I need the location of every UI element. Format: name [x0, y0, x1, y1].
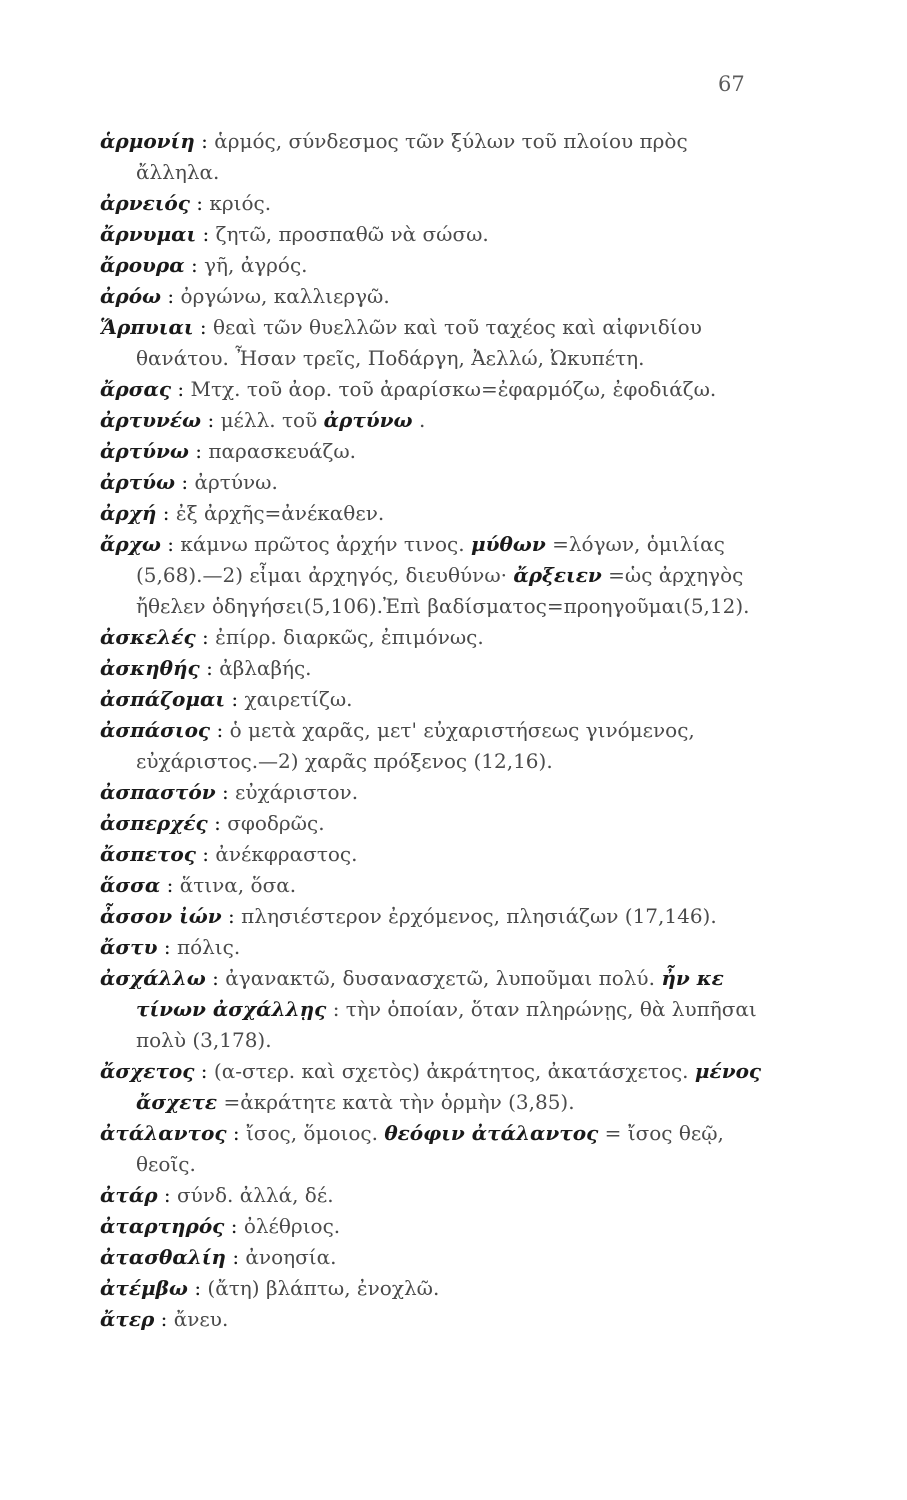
entry-headword: ἄστυ: [100, 935, 158, 959]
entry-definition: ἀγανακτῶ, δυσανασχετῶ, λυποῦμαι πολύ.: [225, 966, 655, 990]
dictionary-entry: ἄσπετος : ἀνέκφραστος.: [100, 842, 358, 866]
entry-gloss: =ἀκράτητε κατὰ τὴν ὁρμὴν (3,85).: [223, 1090, 575, 1114]
entry-headword: ἀσκελές: [100, 625, 196, 649]
entry-definition: ἀβλαβής.: [219, 656, 312, 680]
entry-example-phrase: ἦν κε τίνων ἀσχάλλῃς: [136, 966, 724, 1021]
entry-gloss: .: [418, 408, 426, 432]
dictionary-entry: ἀρτύνω : παρασκευάζω.: [100, 439, 357, 463]
entry-definition: ἀνέκφραστος.: [215, 842, 358, 866]
entry-headword: ἀτέμβω: [100, 1276, 188, 1300]
dictionary-entry: ἀσπερχές : σφοδρῶς.: [100, 811, 325, 835]
dictionary-entry: Ἅρπυιαι : θεαὶ τῶν θυελλῶν καὶ τοῦ ταχέος καὶ αἰφνιδίου θανάτου. Ἦσαν τρεῖς, Ποδάργη, Ἀελλώ, Ὠκυπέτη.: [100, 315, 702, 370]
entries-list: [100, 126, 770, 1335]
entry-headword: ἀσπάσιος: [100, 718, 211, 742]
entry-definition: εὐχάριστον.: [235, 780, 359, 804]
dictionary-entry: ἀσπάζομαι : χαιρετίζω.: [100, 687, 353, 711]
entry-headword: ἀρτυνέω: [100, 408, 202, 432]
entry-headword: ἀτάλαντος: [100, 1121, 227, 1145]
dictionary-entry: ἄσχετος : (α-στερ. καὶ σχετὸς) ἀκράτητος, ἀκατάσχετος. μένος ἄσχετε =ἀκράτητε κατὰ τὴν ὁρμὴν (3,85).: [100, 1059, 762, 1114]
dictionary-entry: ἀτασθαλίη : ἀνοησία.: [100, 1245, 337, 1269]
entry-definition: ἄνευ.: [173, 1307, 229, 1331]
entry-headword: ἀσχάλλω: [100, 966, 206, 990]
dictionary-entry: ἀρόω : ὀργώνω, καλλιεργῶ.: [100, 284, 390, 308]
dictionary-entry: ἄστυ : πόλις.: [100, 935, 241, 959]
entry-headword: ἄρνυμαι: [100, 222, 197, 246]
entry-headword: ἀτάρ: [100, 1183, 158, 1207]
dictionary-entry: ἀρνειός : κριός.: [100, 191, 272, 215]
entry-headword: ἀρόω: [100, 284, 162, 308]
dictionary-entry: ἁρμονίη : ἁρμός, σύνδεσμος τῶν ξύλων τοῦ πλοίου πρὸς ἄλληλα.: [100, 129, 688, 184]
entry-definition: γῆ, ἀγρός.: [204, 253, 308, 277]
entry-definition: ἁρμός, σύνδεσμος τῶν ξύλων τοῦ πλοίου πρὸς ἄλληλα.: [136, 129, 688, 184]
dictionary-entry: ἄρουρα : γῆ, ἀγρός.: [100, 253, 308, 277]
entry-definition: χαιρετίζω.: [244, 687, 353, 711]
entry-headword: ἀσκηθής: [100, 656, 200, 680]
entry-headword: ἀρχή: [100, 501, 157, 525]
entry-headword: ἆσσον ἰών: [100, 904, 222, 928]
dictionary-entry: ἆσσον ἰών : πλησιέστερον ἐρχόμενος, πλησιάζων (17,146).: [100, 904, 717, 928]
entry-headword: ἄρχω: [100, 532, 161, 556]
entry-gloss: = ἴσος θεῷ, θεοῖς.: [136, 1121, 724, 1176]
dictionary-entry: ἄρσας : Μτχ. τοῦ ἀορ. τοῦ ἀραρίσκω=ἐφαρμόζω, ἐφοδιάζω.: [100, 377, 717, 401]
dictionary-entry: ἀσχάλλω : ἀγανακτῶ, δυσανασχετῶ, λυποῦμαι πολύ. ἦν κε τίνων ἀσχάλλῃς : τὴν ὁποίαν, ὅταν πληρώνῃς, θὰ λυπῆσαι πολὺ (3,178).: [100, 966, 757, 1052]
entry-gloss: =ὡς ἀρχηγὸς ἤθελεν ὁδηγήσει(5,106).Ἐπὶ βαδίσματος=προηγοῦμαι(5,12).: [136, 563, 750, 618]
entry-definition: θεαὶ τῶν θυελλῶν καὶ τοῦ ταχέος καὶ αἰφνιδίου θανάτου. Ἦσαν τρεῖς, Ποδάργη, Ἀελλώ, Ὠκυπέτη.: [136, 315, 702, 370]
entry-definition: Μτχ. τοῦ ἀορ. τοῦ ἀραρίσκω=ἐφαρμόζω, ἐφοδιάζω.: [190, 377, 717, 401]
entry-headword: ἄρουρα: [100, 253, 185, 277]
dictionary-entry: ἀρτύω : ἀρτύνω.: [100, 470, 278, 494]
dictionary-entry: ἀρτυνέω : μέλλ. τοῦ ἀρτύνω .: [100, 408, 426, 432]
entry-headword: ἀρτύνω: [100, 439, 189, 463]
dictionary-entry: ἀτάρ : σύνδ. ἀλλά, δέ.: [100, 1183, 334, 1207]
entry-headword: ἀρνειός: [100, 191, 190, 215]
dictionary-entry: ἅσσα : ἅτινα, ὅσα.: [100, 873, 297, 897]
entry-definition: πλησιέστερον ἐρχόμενος, πλησιάζων (17,146).: [241, 904, 717, 928]
entry-definition: σφοδρῶς.: [227, 811, 325, 835]
entry-headword: ἀταρτηρός: [100, 1214, 225, 1238]
entry-headword: ἀτασθαλίη: [100, 1245, 226, 1269]
entry-definition: πόλις.: [176, 935, 241, 959]
entry-definition: παρασκευάζω.: [208, 439, 357, 463]
dictionary-entry: ἄτερ : ἄνευ.: [100, 1307, 229, 1331]
entry-headword: ἀσπάζομαι: [100, 687, 226, 711]
entry-definition: (ἄτη) βλάπτω, ἐνοχλῶ.: [207, 1276, 440, 1300]
entry-definition: κριός.: [209, 191, 272, 215]
entry-example-phrase: μύθων: [470, 532, 546, 556]
entry-definition: ἀνοησία.: [245, 1245, 337, 1269]
entry-headword: ἅσσα: [100, 873, 161, 897]
entry-definition: ὀλέθριος.: [243, 1214, 341, 1238]
entry-headword: ἀσπαστόν: [100, 780, 216, 804]
entry-definition: ζητῶ, προσπαθῶ νὰ σώσω.: [215, 222, 489, 246]
entry-headword: ἀσπερχές: [100, 811, 208, 835]
entry-example-phrase: θεόφιν ἀτάλαντος: [384, 1121, 599, 1145]
entry-definition: κάμνω πρῶτος ἀρχήν τινος.: [180, 532, 465, 556]
entry-definition: ὀργώνω, καλλιεργῶ.: [180, 284, 390, 308]
dictionary-entry: ἀσκηθής : ἀβλαβής.: [100, 656, 312, 680]
dictionary-entry: ἀσκελές : ἐπίρρ. διαρκῶς, ἐπιμόνως.: [100, 625, 484, 649]
entry-definition: ἅτινα, ὅσα.: [179, 873, 297, 897]
entry-definition: (α-στερ. καὶ σχετὸς) ἀκράτητος, ἀκατάσχετος.: [213, 1059, 689, 1083]
entry-definition: ἴσος, ὅμοιος.: [245, 1121, 378, 1145]
dictionary-entry: ἀτέμβω : (ἄτη) βλάπτω, ἐνοχλῶ.: [100, 1276, 440, 1300]
entry-headword: ἁρμονίη: [100, 129, 195, 153]
entry-headword: ἄρσας: [100, 377, 172, 401]
dictionary-entry: ἀρχή : ἐξ ἀρχῆς=ἀνέκαθεν.: [100, 501, 385, 525]
entry-example-phrase: ἄρξειεν: [513, 563, 602, 587]
entry-definition: ἐπίρρ. διαρκῶς, ἐπιμόνως.: [215, 625, 484, 649]
entry-definition: μέλλ. τοῦ: [220, 408, 318, 432]
entry-headword: ἄτερ: [100, 1307, 155, 1331]
entry-gloss: =λόγων, ὁμιλίας (5,68).—2) εἶμαι ἀρχηγός, διευθύνω·: [136, 532, 725, 587]
entry-headword: Ἅρπυιαι: [100, 315, 194, 339]
entry-example-phrase: μένος ἄσχετε: [136, 1059, 762, 1114]
entry-headword: ἄσπετος: [100, 842, 196, 866]
entry-definition: σύνδ. ἀλλά, δέ.: [177, 1183, 334, 1207]
entry-gloss: : τὴν ὁποίαν, ὅταν πληρώνῃς, θὰ λυπῆσαι πολὺ (3,178).: [136, 997, 757, 1052]
dictionary-entry: ἄρχω : κάμνω πρῶτος ἀρχήν τινος. μύθων =λόγων, ὁμιλίας (5,68).—2) εἶμαι ἀρχηγός, διευθύνω· ἄρξειεν =ὡς ἀρχηγὸς ἤθελεν ὁδηγήσει(5,106).Ἐπὶ βαδίσματος=προηγοῦμαι(5,12).: [100, 532, 750, 618]
dictionary-entry: ἀσπαστόν : εὐχάριστον.: [100, 780, 359, 804]
entry-definition: ὁ μετὰ χαρᾶς, μετ' εὐχαριστήσεως γινόμενος, εὐχάριστος.—2) χαρᾶς πρόξενος (12,16).: [136, 718, 695, 773]
dictionary-entry: ἀσπάσιος : ὁ μετὰ χαρᾶς, μετ' εὐχαριστήσεως γινόμενος, εὐχάριστος.—2) χαρᾶς πρόξενος (12,16).: [100, 718, 695, 773]
dictionary-entry: ἄρνυμαι : ζητῶ, προσπαθῶ νὰ σώσω.: [100, 222, 489, 246]
page-number: 67: [718, 72, 745, 96]
entry-headword: ἄσχετος: [100, 1059, 195, 1083]
entry-definition: ἀρτύνω.: [194, 470, 278, 494]
dictionary-entry: ἀταρτηρός : ὀλέθριος.: [100, 1214, 341, 1238]
dictionary-entry: ἀτάλαντος : ἴσος, ὅμοιος. θεόφιν ἀτάλαντος = ἴσος θεῷ, θεοῖς.: [100, 1121, 724, 1176]
entry-example-phrase: ἀρτύνω: [323, 408, 413, 432]
entry-definition: ἐξ ἀρχῆς=ἀνέκαθεν.: [175, 501, 385, 525]
entry-headword: ἀρτύω: [100, 470, 176, 494]
